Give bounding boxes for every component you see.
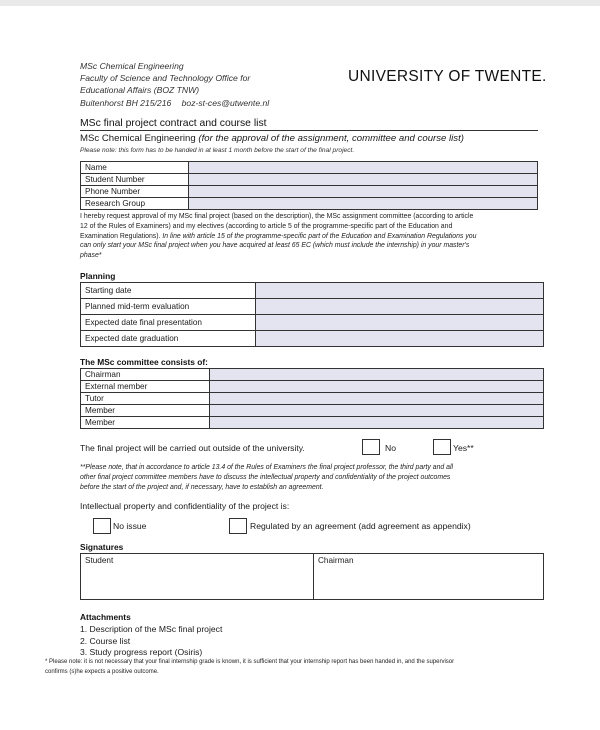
table-row — [81, 299, 544, 315]
paragraph-line: **Please note, that in accordance to article 13.4 of the Rules of Examiners the final project professor, the third party and all — [80, 464, 454, 471]
graduation-date-field[interactable] — [256, 331, 544, 347]
top-rule — [0, 0, 600, 6]
table-row — [81, 417, 544, 429]
form-subtitle — [80, 133, 464, 144]
request-paragraph — [80, 212, 540, 261]
committee-role: Chairman — [81, 369, 210, 381]
no-issue-checkbox[interactable] — [93, 518, 111, 534]
student-signature-field[interactable] — [81, 554, 314, 600]
outside-university-question: The final project will be carried out outside of the university. — [80, 443, 305, 453]
committee-role: External member — [81, 381, 210, 393]
final-presentation-date-field[interactable] — [256, 315, 544, 331]
agreement-checkbox[interactable] — [229, 518, 247, 534]
ip-agreement-note — [80, 463, 540, 492]
personal-info-table — [80, 161, 538, 210]
address-line: Faculty of Science and Technology Office for — [80, 73, 251, 84]
name-field[interactable] — [189, 162, 538, 174]
paragraph-italic: phase* — [80, 252, 102, 260]
title-underline — [80, 130, 538, 131]
address-line — [80, 97, 269, 109]
field-label: Name — [81, 162, 189, 174]
member-field-1[interactable] — [210, 405, 544, 417]
table-row — [81, 283, 544, 299]
chairman-field[interactable] — [210, 369, 544, 381]
table-row — [81, 198, 538, 210]
phone-number-field[interactable] — [189, 186, 538, 198]
paragraph-line: 12 of the Rules of Examiners) and my electives (according to article 5 of the programme-specific part of the Education and — [80, 222, 453, 230]
table-row — [81, 554, 544, 600]
paragraph-line: I hereby request approval of my MSc final project (based on the description), the MSc assignment committee (according to article — [80, 213, 474, 220]
paragraph-line — [80, 232, 540, 242]
deadline-note: Please note: this form has to be handed in at least 1 month before the start of the final project. — [80, 147, 355, 154]
table-row — [81, 331, 544, 347]
planning-label: Expected date final presentation — [81, 315, 256, 331]
agreement-label: Regulated by an agreement (add agreement as appendix) — [250, 521, 471, 531]
address-email: boz-st-ces@utwente.nl — [181, 97, 270, 108]
student-number-field[interactable] — [189, 174, 538, 186]
table-row — [81, 174, 538, 186]
field-label: Phone Number — [81, 186, 189, 198]
planning-label: Planned mid-term evaluation — [81, 299, 256, 315]
list-item: 2. Course list — [80, 635, 131, 646]
committee-role: Member — [81, 405, 210, 417]
paragraph-line: before the start of the project and, if necessary, have to establish an agreement. — [80, 483, 324, 491]
university-name: UNIVERSITY OF TWENTE. — [348, 68, 547, 85]
planning-table — [80, 282, 544, 347]
yes-label: Yes** — [453, 443, 474, 453]
research-group-field[interactable] — [189, 198, 538, 210]
no-checkbox[interactable] — [362, 439, 380, 455]
table-row — [81, 162, 538, 174]
paragraph-line — [80, 241, 540, 251]
subtitle-main: MSc Chemical Engineering — [80, 133, 196, 144]
student-signature-label: Student — [85, 556, 114, 565]
no-issue-label: No issue — [113, 521, 147, 531]
address-line: MSc Chemical Engineering — [80, 61, 184, 71]
planning-label: Expected date graduation — [81, 331, 256, 347]
address-line: Educational Affairs (BOZ TNW) — [80, 85, 200, 96]
member-field-2[interactable] — [210, 417, 544, 429]
chairman-signature-label: Chairman — [318, 556, 354, 565]
table-row — [81, 186, 538, 198]
address-street: Buitenhorst BH 215/216 — [80, 97, 172, 108]
table-row — [81, 315, 544, 331]
ip-question: Intellectual property and confidentiality of the project is: — [80, 501, 290, 511]
paragraph-line: other final project committee members have to discuss the intellectual property and confidentiality of the project outcomes — [80, 473, 451, 481]
committee-role: Member — [81, 417, 210, 429]
committee-table — [80, 368, 544, 429]
signatures-table — [80, 553, 544, 600]
footnote-line: * Please note: it is not necessary that your final internship grade is known, it is sufficient that your internship report has been handed in, and the supervisor — [45, 659, 455, 665]
attachments-list — [80, 624, 222, 659]
attachments-heading: Attachments — [80, 612, 131, 622]
subtitle-italic: (for the approval of the assignment, committee and course list) — [198, 133, 464, 144]
planning-heading: Planning — [80, 271, 116, 281]
signatures-heading: Signatures — [80, 542, 124, 552]
paragraph-italic: In line with article 15 of the programme-specific part of the Education and Examination Regulations you — [162, 232, 477, 240]
committee-heading: The MSc committee consists of: — [80, 357, 208, 367]
committee-role: Tutor — [81, 393, 210, 405]
list-item: 1. Description of the MSc final project — [80, 624, 223, 634]
tutor-field[interactable] — [210, 393, 544, 405]
table-row — [81, 369, 544, 381]
external-member-field[interactable] — [210, 381, 544, 393]
no-label: No — [385, 443, 396, 453]
starting-date-field[interactable] — [256, 283, 544, 299]
yes-checkbox[interactable] — [433, 439, 451, 455]
paragraph-line — [80, 251, 540, 261]
chairman-signature-field[interactable] — [314, 554, 544, 600]
field-label: Research Group — [81, 198, 189, 210]
table-row — [81, 393, 544, 405]
table-row — [81, 381, 544, 393]
paragraph-italic: can only start your MSc final project when you have acquired at least 65 EC (which must include the internship) in your master's — [80, 242, 470, 250]
midterm-date-field[interactable] — [256, 299, 544, 315]
planning-label: Starting date — [81, 283, 256, 299]
paragraph-text: Examination Regulations). — [80, 232, 161, 240]
footnote — [45, 658, 545, 677]
footnote-line: confirms (s)he expects a positive outcome. — [45, 668, 159, 675]
form-title: MSc final project contract and course list — [80, 118, 267, 129]
list-item: 3. Study progress report (Osiris) — [80, 647, 203, 657]
office-address — [80, 60, 269, 109]
field-label: Student Number — [81, 174, 189, 186]
table-row — [81, 405, 544, 417]
